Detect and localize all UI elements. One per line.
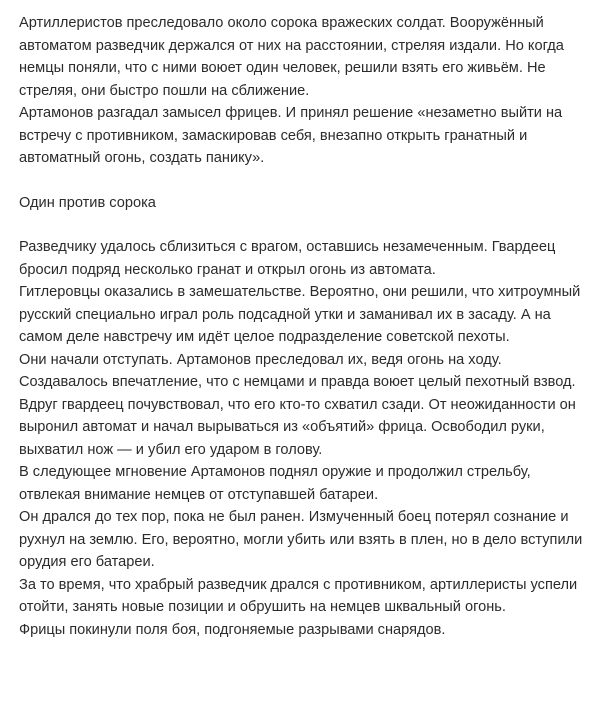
paragraph-body-3: Они начали отступать. Артамонов преследовал их, ведя огонь на ходу. Создавалось впечатление, что с немцами и правда воюет целый пехотный взвод. [19, 351, 576, 390]
paragraph-body-6: Он дрался до тех пор, пока не был ранен. Измученный боец потерял сознание и рухнул на землю. Его, вероятно, могли убить или взять в плен, но в дело вступили орудия его батареи. [19, 509, 583, 570]
paragraph-body-7: За то время, что храбрый разведчик дрался с противником, артиллеристы успели отойти, занять новые позиции и обрушить на немцев шквальный огонь. [19, 576, 578, 615]
paragraph-body-4: Вдруг гвардеец почувствовал, что его кто-то схватил сзади. От неожиданности он выронил автомат и начал вырываться из «объятий» фрица. Освободил руки, выхватил нож — и убил его ударом в голову. [19, 396, 576, 458]
paragraph-intro-2: Артамонов разгадал замысел фрицев. И принял решение «незаметно выйти на встречу с противником, замаскировав себя, внезапно открыть гранатный и автоматный огонь, создать панику». [19, 105, 563, 166]
paragraph-body-8: Фрицы покинули поля боя, подгоняемые разрывами снарядов. [19, 621, 446, 638]
paragraph-intro-1: Артиллеристов преследовало около сорока вражеских солдат. Вооружённый автоматом разведчик держался от них на расстоянии, стреляя издали. Но когда немцы поняли, что с ними воюет один человек, решили взять его живьём. Не стреляя, они быстро пошли на сближение. [19, 15, 564, 99]
section-heading: Один против сорока [19, 194, 156, 211]
paragraph-body-2: Гитлеровцы оказались в замешательстве. Вероятно, они решили, что хитроумный русский специально играл роль подсадной утки и заманивал их в засаду. А на самом деле навстречу им идёт целое подразделение советской пехоты. [19, 284, 581, 345]
paragraph-body-5: В следующее мгновение Артамонов поднял оружие и продолжил стрельбу, отвлекая внимание немцев от отступавшей батареи. [19, 464, 531, 503]
paragraph-body-1: Разведчику удалось сблизиться с врагом, оставшись незамеченным. Гвардеец бросил подряд несколько гранат и открыл огонь из автомата. [19, 239, 556, 278]
